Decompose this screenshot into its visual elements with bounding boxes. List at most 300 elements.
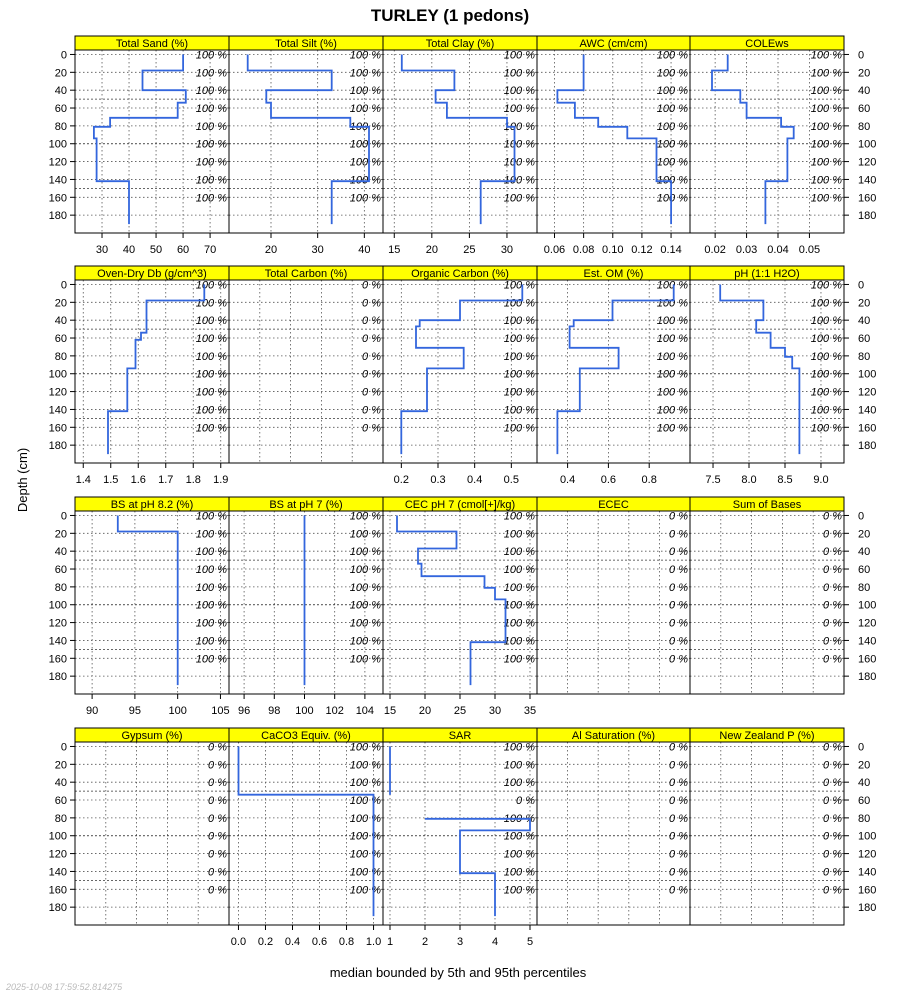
percent-label: 100 % bbox=[349, 653, 381, 666]
percent-label: 100 % bbox=[195, 635, 227, 648]
y-tick-label-left: 160 bbox=[48, 653, 67, 666]
percent-label: 100 % bbox=[349, 138, 381, 151]
y-tick-label-right: 140 bbox=[858, 866, 877, 879]
percent-label: 0 % bbox=[669, 884, 688, 897]
y-tick-label-left: 120 bbox=[48, 386, 67, 399]
percent-label: 0 % bbox=[669, 546, 688, 559]
percent-label: 100 % bbox=[810, 297, 842, 310]
percent-label: 100 % bbox=[656, 67, 688, 80]
percent-label: 100 % bbox=[349, 866, 381, 879]
percent-label: 100 % bbox=[503, 103, 535, 116]
y-tick-label-right: 0 bbox=[858, 49, 865, 62]
percent-label: 100 % bbox=[810, 174, 842, 187]
panel-ph-1-1-h2o bbox=[690, 266, 844, 486]
percent-label: 100 % bbox=[349, 599, 381, 612]
panel-title: Total Sand (%) bbox=[115, 38, 189, 50]
percent-label: 100 % bbox=[810, 368, 842, 381]
percent-label: 0 % bbox=[362, 350, 381, 363]
x-tick-label: 98 bbox=[268, 705, 281, 717]
percent-label: 100 % bbox=[349, 884, 381, 897]
percent-label: 0 % bbox=[823, 653, 842, 666]
percent-label: 100 % bbox=[810, 192, 842, 205]
percent-label: 100 % bbox=[656, 297, 688, 310]
y-tick-label-right: 180 bbox=[858, 440, 877, 453]
percent-label: 100 % bbox=[503, 759, 535, 772]
y-tick-label-left: 80 bbox=[54, 120, 67, 133]
percent-label: 100 % bbox=[349, 830, 381, 843]
y-tick-label-left: 0 bbox=[60, 510, 67, 523]
panel-sar bbox=[383, 728, 537, 948]
y-tick-label-left: 60 bbox=[54, 795, 67, 808]
x-tick-label: 25 bbox=[463, 244, 476, 256]
y-tick-label-left: 180 bbox=[48, 440, 67, 453]
y-tick-label-left: 80 bbox=[54, 581, 67, 594]
y-tick-label-right: 40 bbox=[858, 777, 871, 790]
x-tick-label: 0.05 bbox=[798, 244, 821, 256]
percent-label: 100 % bbox=[349, 510, 381, 523]
y-tick-label-left: 40 bbox=[54, 546, 67, 559]
percent-label: 100 % bbox=[503, 315, 535, 328]
x-tick-label: 1.7 bbox=[158, 474, 174, 486]
panel-title: Al Saturation (%) bbox=[571, 730, 656, 742]
percent-label: 0 % bbox=[823, 759, 842, 772]
percent-label: 100 % bbox=[349, 795, 381, 808]
panel-title: Sum of Bases bbox=[732, 499, 802, 511]
y-tick-label-right: 60 bbox=[858, 333, 871, 346]
percent-label: 100 % bbox=[503, 279, 535, 292]
y-tick-label-right: 0 bbox=[858, 510, 865, 523]
percent-label: 100 % bbox=[195, 103, 227, 116]
x-axis-label: median bounded by 5th and 95th percentiles bbox=[329, 965, 587, 980]
percent-label: 0 % bbox=[669, 653, 688, 666]
percent-label: 0 % bbox=[823, 581, 842, 594]
percent-label: 100 % bbox=[195, 192, 227, 205]
x-tick-label: 50 bbox=[149, 244, 163, 256]
x-tick-label: 1 bbox=[386, 936, 394, 948]
percent-label: 100 % bbox=[195, 368, 227, 381]
percent-label: 0 % bbox=[823, 617, 842, 630]
percent-label: 100 % bbox=[195, 333, 227, 346]
x-tick-label: 3 bbox=[456, 936, 464, 948]
percent-label: 100 % bbox=[503, 777, 535, 790]
panel-frame bbox=[537, 742, 690, 925]
panel-title: Gypsum (%) bbox=[121, 730, 183, 742]
panel-title: BS at pH 7 (%) bbox=[269, 499, 343, 511]
panel-frame bbox=[690, 742, 844, 925]
x-tick-label: 0.8 bbox=[338, 936, 355, 948]
x-tick-label: 0.06 bbox=[543, 244, 566, 256]
y-tick-label-left: 180 bbox=[48, 210, 67, 223]
percent-label: 100 % bbox=[195, 85, 227, 98]
percent-label: 100 % bbox=[349, 741, 381, 754]
y-tick-label-right: 80 bbox=[858, 581, 871, 594]
percent-label: 0 % bbox=[669, 510, 688, 523]
percent-label: 100 % bbox=[349, 528, 381, 541]
panel-caco3-equiv bbox=[229, 728, 383, 948]
percent-label: 0 % bbox=[669, 741, 688, 754]
x-tick-label: 96 bbox=[237, 705, 251, 717]
x-tick-label: 1.5 bbox=[103, 474, 119, 486]
panel-title: CaCO3 Equiv. (%) bbox=[261, 730, 351, 742]
percent-label: 100 % bbox=[810, 120, 842, 133]
percent-label: 100 % bbox=[503, 510, 535, 523]
percent-label: 0 % bbox=[669, 830, 688, 843]
y-tick-label-left: 100 bbox=[48, 138, 67, 151]
y-tick-label-right: 80 bbox=[858, 812, 871, 825]
y-tick-label-right: 60 bbox=[858, 795, 871, 808]
panel-colews bbox=[690, 36, 844, 256]
y-tick-label-left: 100 bbox=[48, 599, 67, 612]
percent-label: 100 % bbox=[503, 174, 535, 187]
y-tick-label-left: 180 bbox=[48, 902, 67, 915]
profile-line bbox=[108, 285, 204, 455]
y-tick-label-left: 120 bbox=[48, 156, 67, 169]
panel-al-saturation bbox=[537, 728, 690, 925]
percent-label: 100 % bbox=[503, 404, 535, 417]
panel-total-clay bbox=[383, 36, 537, 256]
percent-label: 100 % bbox=[503, 333, 535, 346]
panel-cec-ph-7-cmol-kg bbox=[383, 497, 537, 717]
y-tick-label-right: 80 bbox=[858, 350, 871, 363]
percent-label: 100 % bbox=[195, 120, 227, 133]
y-tick-label-left: 0 bbox=[60, 741, 67, 754]
percent-label: 100 % bbox=[349, 848, 381, 861]
percent-label: 0 % bbox=[823, 599, 842, 612]
y-tick-label-left: 140 bbox=[48, 404, 67, 417]
percent-label: 100 % bbox=[503, 386, 535, 399]
y-tick-label-left: 40 bbox=[54, 777, 67, 790]
percent-label: 0 % bbox=[362, 386, 381, 399]
percent-label: 100 % bbox=[349, 156, 381, 169]
y-tick-label-right: 60 bbox=[858, 564, 871, 577]
y-tick-label-left: 140 bbox=[48, 635, 67, 648]
x-tick-label: 0.6 bbox=[311, 936, 328, 948]
percent-label: 100 % bbox=[503, 49, 535, 62]
x-tick-label: 0.6 bbox=[600, 474, 617, 486]
percent-label: 100 % bbox=[656, 192, 688, 205]
y-tick-label-right: 140 bbox=[858, 635, 877, 648]
profile-line bbox=[118, 516, 178, 686]
percent-label: 100 % bbox=[656, 49, 688, 62]
percent-label: 100 % bbox=[810, 350, 842, 363]
percent-label: 100 % bbox=[810, 103, 842, 116]
percent-label: 100 % bbox=[349, 49, 381, 62]
percent-label: 100 % bbox=[503, 741, 535, 754]
percent-label: 100 % bbox=[349, 617, 381, 630]
percent-label: 100 % bbox=[349, 174, 381, 187]
panel-title: pH (1:1 H2O) bbox=[734, 268, 800, 280]
percent-label: 100 % bbox=[195, 297, 227, 310]
x-tick-label: 0.5 bbox=[503, 474, 519, 486]
x-tick-label: 30 bbox=[488, 705, 502, 717]
panel-frame bbox=[75, 742, 229, 925]
y-tick-label-right: 180 bbox=[858, 671, 877, 684]
y-tick-label-left: 80 bbox=[54, 812, 67, 825]
percent-label: 100 % bbox=[656, 368, 688, 381]
percent-label: 100 % bbox=[195, 138, 227, 151]
x-tick-label: 1.9 bbox=[213, 474, 229, 486]
y-tick-label-left: 60 bbox=[54, 564, 67, 577]
y-tick-label-right: 120 bbox=[858, 386, 877, 399]
percent-label: 100 % bbox=[195, 581, 227, 594]
percent-label: 100 % bbox=[195, 174, 227, 187]
percent-label: 100 % bbox=[810, 315, 842, 328]
panel-frame bbox=[690, 511, 844, 694]
panel-organic-carbon bbox=[383, 266, 537, 486]
percent-label: 0 % bbox=[669, 812, 688, 825]
y-tick-label-left: 140 bbox=[48, 866, 67, 879]
y-tick-label-right: 180 bbox=[858, 902, 877, 915]
percent-label: 0 % bbox=[362, 422, 381, 435]
percent-label: 100 % bbox=[349, 777, 381, 790]
percent-label: 100 % bbox=[810, 386, 842, 399]
x-tick-label: 95 bbox=[128, 705, 142, 717]
panel-awc-cm-cm bbox=[537, 36, 690, 256]
percent-label: 0 % bbox=[516, 795, 535, 808]
percent-label: 0 % bbox=[823, 528, 842, 541]
y-tick-label-left: 20 bbox=[54, 759, 67, 772]
x-tick-label: 40 bbox=[122, 244, 136, 256]
percent-label: 100 % bbox=[656, 315, 688, 328]
percent-label: 100 % bbox=[810, 404, 842, 417]
x-tick-label: 30 bbox=[95, 244, 109, 256]
y-tick-label-left: 160 bbox=[48, 422, 67, 435]
y-tick-label-left: 20 bbox=[54, 67, 67, 80]
y-tick-label-right: 160 bbox=[858, 192, 877, 205]
y-tick-label-right: 100 bbox=[858, 830, 877, 843]
y-tick-label-left: 100 bbox=[48, 368, 67, 381]
x-tick-label: 0.4 bbox=[467, 474, 483, 486]
percent-label: 0 % bbox=[669, 599, 688, 612]
percent-label: 100 % bbox=[503, 564, 535, 577]
y-tick-label-right: 0 bbox=[858, 741, 865, 754]
percent-label: 0 % bbox=[208, 777, 227, 790]
percent-label: 100 % bbox=[503, 848, 535, 861]
y-tick-label-right: 20 bbox=[858, 759, 871, 772]
y-tick-label-left: 140 bbox=[48, 174, 67, 187]
x-tick-label: 2 bbox=[421, 936, 429, 948]
percent-label: 100 % bbox=[656, 404, 688, 417]
y-tick-label-left: 180 bbox=[48, 671, 67, 684]
y-tick-label-right: 0 bbox=[858, 279, 865, 292]
percent-label: 0 % bbox=[669, 795, 688, 808]
percent-label: 100 % bbox=[349, 564, 381, 577]
percent-label: 0 % bbox=[362, 279, 381, 292]
percent-label: 0 % bbox=[669, 528, 688, 541]
y-tick-label-left: 20 bbox=[54, 297, 67, 310]
y-tick-label-right: 40 bbox=[858, 85, 871, 98]
percent-label: 0 % bbox=[823, 884, 842, 897]
x-tick-label: 0.14 bbox=[660, 244, 682, 256]
percent-label: 0 % bbox=[823, 812, 842, 825]
percent-label: 0 % bbox=[208, 866, 227, 879]
percent-label: 100 % bbox=[195, 386, 227, 399]
percent-label: 0 % bbox=[362, 333, 381, 346]
panel-frame bbox=[229, 280, 383, 463]
y-tick-label-right: 120 bbox=[858, 848, 877, 861]
panel-title: Est. OM (%) bbox=[583, 268, 644, 280]
x-tick-label: 7.5 bbox=[705, 474, 721, 486]
panel-title: COLEws bbox=[745, 38, 789, 50]
percent-label: 0 % bbox=[823, 795, 842, 808]
y-tick-label-right: 40 bbox=[858, 315, 871, 328]
percent-label: 100 % bbox=[503, 192, 535, 205]
percent-label: 0 % bbox=[208, 741, 227, 754]
percent-label: 0 % bbox=[823, 564, 842, 577]
x-tick-label: 20 bbox=[418, 705, 432, 717]
y-axis-label: Depth (cm) bbox=[15, 447, 30, 513]
profile-line bbox=[402, 55, 515, 225]
x-tick-label: 1.0 bbox=[365, 936, 382, 948]
panel-title: BS at pH 8.2 (%) bbox=[110, 499, 194, 511]
percent-label: 100 % bbox=[195, 404, 227, 417]
percent-label: 100 % bbox=[503, 368, 535, 381]
percent-label: 100 % bbox=[656, 103, 688, 116]
x-tick-label: 15 bbox=[383, 705, 397, 717]
x-tick-label: 60 bbox=[176, 244, 190, 256]
y-tick-label-right: 160 bbox=[858, 653, 877, 666]
x-tick-label: 1.4 bbox=[75, 474, 91, 486]
panel-title: Total Silt (%) bbox=[275, 38, 337, 50]
y-tick-label-left: 20 bbox=[54, 528, 67, 541]
percent-label: 0 % bbox=[362, 315, 381, 328]
percent-label: 100 % bbox=[349, 635, 381, 648]
x-tick-label: 1.8 bbox=[185, 474, 201, 486]
percent-label: 100 % bbox=[810, 333, 842, 346]
percent-label: 100 % bbox=[503, 617, 535, 630]
y-tick-label-right: 180 bbox=[858, 210, 877, 223]
profile-line bbox=[720, 285, 799, 455]
y-tick-label-right: 60 bbox=[858, 103, 871, 116]
percent-label: 100 % bbox=[810, 156, 842, 169]
y-tick-label-right: 160 bbox=[858, 884, 877, 897]
percent-label: 100 % bbox=[810, 49, 842, 62]
y-tick-label-right: 120 bbox=[858, 617, 877, 630]
x-tick-label: 40 bbox=[358, 244, 371, 256]
panel-title: AWC (cm/cm) bbox=[579, 38, 648, 50]
x-tick-label: 25 bbox=[453, 705, 467, 717]
percent-label: 100 % bbox=[656, 422, 688, 435]
x-tick-label: 15 bbox=[388, 244, 401, 256]
percent-label: 100 % bbox=[656, 85, 688, 98]
percent-label: 100 % bbox=[503, 830, 535, 843]
percent-label: 0 % bbox=[823, 635, 842, 648]
x-tick-label: 0.03 bbox=[735, 244, 758, 256]
percent-label: 100 % bbox=[503, 156, 535, 169]
percent-label: 100 % bbox=[656, 138, 688, 151]
panel-total-silt bbox=[229, 36, 383, 256]
x-tick-label: 0.4 bbox=[559, 474, 576, 486]
x-tick-label: 0.08 bbox=[572, 244, 595, 256]
y-tick-label-left: 80 bbox=[54, 350, 67, 363]
x-tick-label: 90 bbox=[85, 705, 99, 717]
y-tick-label-right: 20 bbox=[858, 297, 871, 310]
panel-sum-of-bases bbox=[690, 497, 844, 694]
y-tick-label-right: 100 bbox=[858, 138, 877, 151]
percent-label: 0 % bbox=[208, 830, 227, 843]
x-tick-label: 30 bbox=[500, 244, 514, 256]
y-tick-label-left: 40 bbox=[54, 85, 67, 98]
percent-label: 100 % bbox=[503, 422, 535, 435]
panel-new-zealand-p bbox=[690, 728, 844, 925]
y-tick-label-left: 160 bbox=[48, 192, 67, 205]
panel-title: CEC pH 7 (cmol[+]/kg) bbox=[404, 499, 516, 511]
percent-label: 100 % bbox=[349, 546, 381, 559]
percent-label: 0 % bbox=[823, 510, 842, 523]
percent-label: 100 % bbox=[503, 67, 535, 80]
profile-line bbox=[557, 55, 671, 225]
x-tick-label: 0.2 bbox=[393, 474, 409, 486]
percent-label: 100 % bbox=[503, 350, 535, 363]
percent-label: 100 % bbox=[656, 156, 688, 169]
x-tick-label: 20 bbox=[425, 244, 438, 256]
panel-title: New Zealand P (%) bbox=[719, 730, 815, 742]
x-tick-label: 0.8 bbox=[641, 474, 657, 486]
percent-label: 0 % bbox=[362, 297, 381, 310]
panel-grid bbox=[49, 36, 877, 948]
panel-title: Oven-Dry Db (g/cm^3) bbox=[97, 268, 207, 280]
percent-label: 0 % bbox=[669, 759, 688, 772]
percent-label: 100 % bbox=[503, 546, 535, 559]
percent-label: 100 % bbox=[349, 67, 381, 80]
x-tick-label: 0.10 bbox=[602, 244, 624, 256]
percent-label: 100 % bbox=[503, 653, 535, 666]
panel-title: Total Clay (%) bbox=[425, 38, 495, 50]
percent-label: 100 % bbox=[503, 635, 535, 648]
x-tick-label: 9.0 bbox=[813, 474, 829, 486]
y-tick-label-right: 20 bbox=[858, 67, 871, 80]
x-tick-label: 0.0 bbox=[230, 936, 247, 948]
percent-label: 100 % bbox=[349, 759, 381, 772]
percent-label: 100 % bbox=[195, 617, 227, 630]
timestamp: 2025-10-08 17:59:52.814275 bbox=[6, 982, 123, 992]
percent-label: 100 % bbox=[195, 422, 227, 435]
y-tick-label-left: 120 bbox=[48, 848, 67, 861]
percent-label: 100 % bbox=[195, 350, 227, 363]
percent-label: 100 % bbox=[349, 103, 381, 116]
chart-title: TURLEY (1 pedons) bbox=[370, 6, 530, 25]
percent-label: 0 % bbox=[823, 848, 842, 861]
profile-line bbox=[94, 55, 186, 225]
y-tick-label-left: 60 bbox=[54, 333, 67, 346]
percent-label: 100 % bbox=[810, 138, 842, 151]
percent-label: 0 % bbox=[669, 777, 688, 790]
percent-label: 100 % bbox=[810, 67, 842, 80]
percent-label: 100 % bbox=[195, 528, 227, 541]
panel-title: Total Carbon (%) bbox=[264, 268, 348, 280]
percent-label: 100 % bbox=[503, 85, 535, 98]
percent-label: 0 % bbox=[362, 368, 381, 381]
y-tick-label-left: 40 bbox=[54, 315, 67, 328]
percent-label: 100 % bbox=[349, 192, 381, 205]
percent-label: 100 % bbox=[656, 333, 688, 346]
x-tick-label: 102 bbox=[325, 705, 344, 717]
percent-label: 0 % bbox=[669, 581, 688, 594]
percent-label: 100 % bbox=[810, 279, 842, 292]
profile-line bbox=[397, 516, 506, 686]
percent-label: 100 % bbox=[503, 528, 535, 541]
percent-label: 100 % bbox=[503, 581, 535, 594]
percent-label: 100 % bbox=[349, 581, 381, 594]
percent-label: 100 % bbox=[195, 653, 227, 666]
percent-label: 0 % bbox=[823, 546, 842, 559]
percent-label: 0 % bbox=[669, 635, 688, 648]
y-tick-label-left: 100 bbox=[48, 830, 67, 843]
percent-label: 100 % bbox=[656, 386, 688, 399]
percent-label: 100 % bbox=[810, 85, 842, 98]
percent-label: 0 % bbox=[669, 848, 688, 861]
percent-label: 0 % bbox=[823, 777, 842, 790]
